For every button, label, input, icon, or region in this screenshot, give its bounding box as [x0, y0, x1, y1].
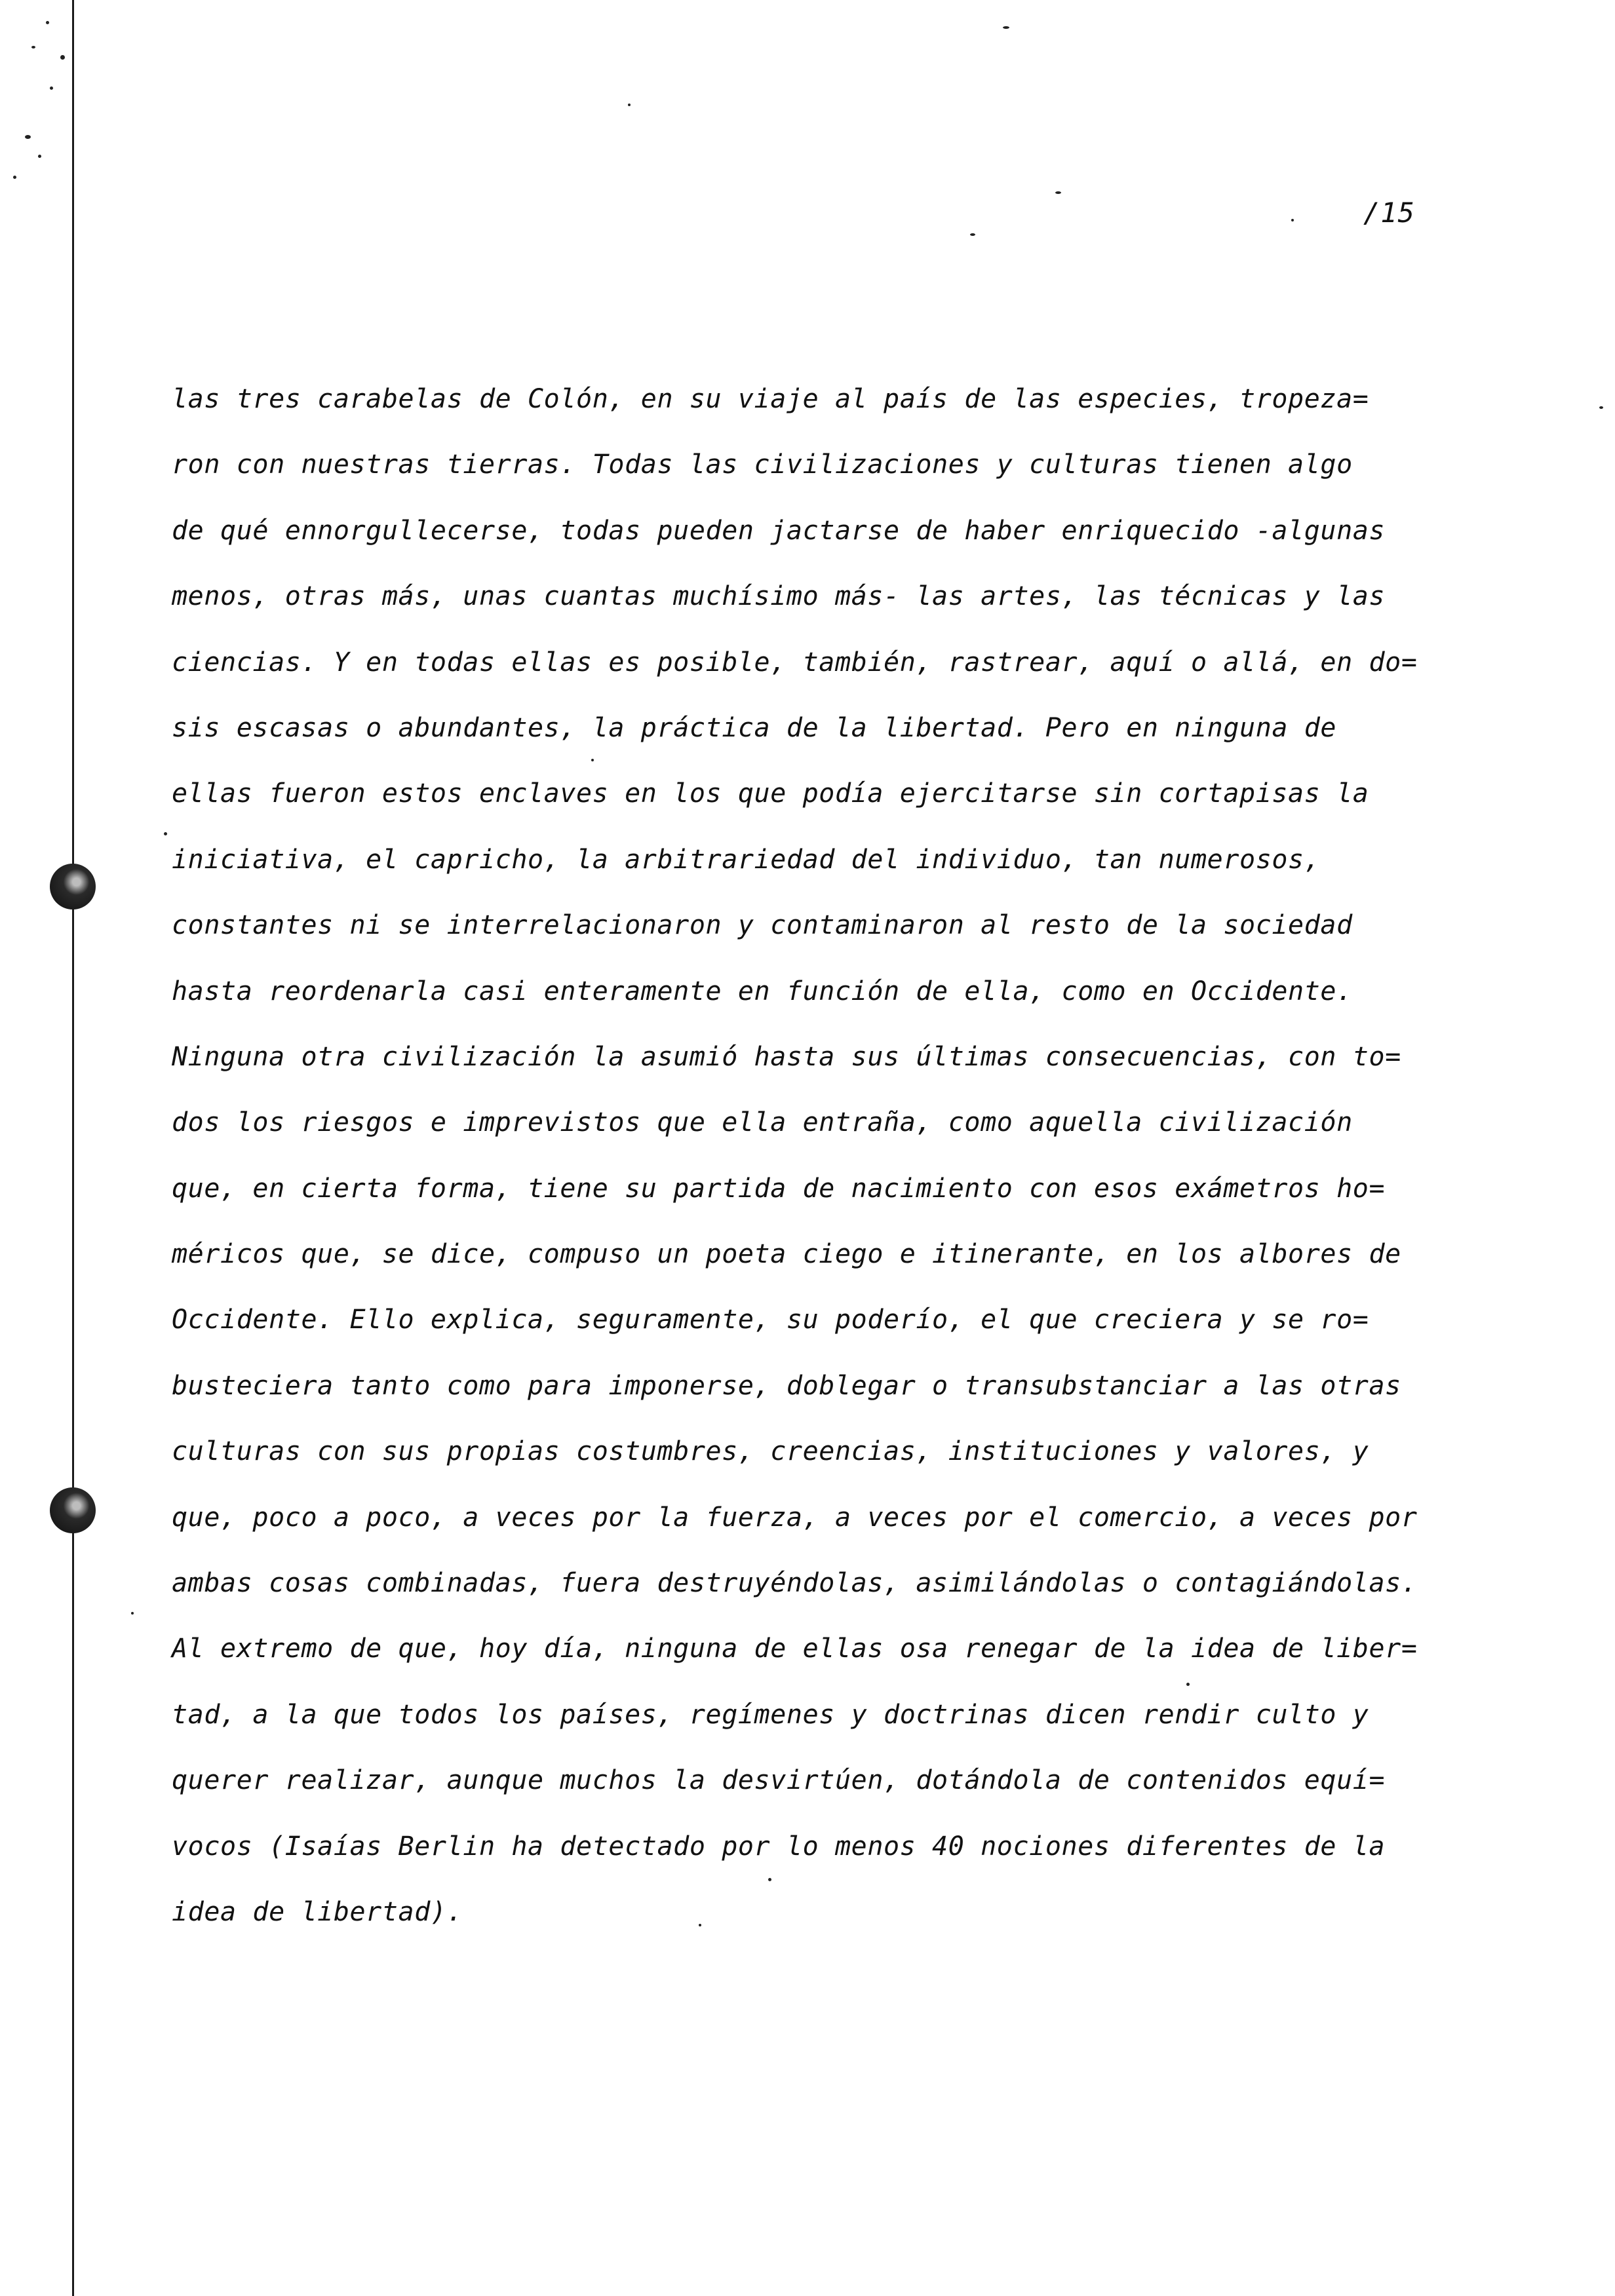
- text-line: las tres carabelas de Colón, en su viaje al país de las especies, tropeza=: [172, 384, 1369, 414]
- punch-hole: [50, 1487, 96, 1533]
- scan-speck: [1055, 191, 1061, 194]
- text-line: que, en cierta forma, tiene su partida de nacimiento con esos exámetros ho=: [172, 1173, 1386, 1204]
- text-line: dos los riesgos e imprevistos que ella entraña, como aquella civilización: [172, 1107, 1353, 1138]
- text-line: Occidente. Ello explica, seguramente, su poderío, el que creciera y se ro=: [172, 1305, 1369, 1335]
- scan-speck: [38, 155, 41, 158]
- page-number: /15: [1363, 197, 1415, 229]
- left-margin-line: [72, 0, 74, 2296]
- scan-speck: [46, 21, 49, 24]
- text-line: sis escasas o abundantes, la práctica de la libertad. Pero en ninguna de: [172, 712, 1337, 743]
- body-text: [172, 383, 1483, 1961]
- text-line: ron con nuestras tierras. Todas las civilizaciones y culturas tienen algo: [172, 450, 1353, 480]
- scan-speck: [1599, 406, 1603, 409]
- text-line: hasta reordenarla casi enteramente en función de ella, como en Occidente.: [172, 976, 1353, 1006]
- text-line: culturas con sus propias costumbres, creencias, instituciones y valores, y: [172, 1436, 1369, 1467]
- text-line: ellas fueron estos enclaves en los que podía ejercitarse sin cortapisas la: [172, 778, 1369, 809]
- text-line: Al extremo de que, hoy día, ninguna de ellas osa renegar de la idea de liber=: [172, 1634, 1418, 1664]
- scan-speck: [13, 176, 16, 179]
- scan-speck: [1003, 26, 1009, 29]
- text-line: méricos que, se dice, compuso un poeta ciego e itinerante, en los albores de: [172, 1239, 1401, 1270]
- scan-speck: [60, 55, 65, 60]
- text-line: ambas cosas combinadas, fuera destruyéndolas, asimilándolas o contagiándolas.: [172, 1568, 1418, 1599]
- text-line: querer realizar, aunque muchos la desvirtúen, dotándola de contenidos equí=: [172, 1765, 1386, 1796]
- text-line: busteciera tanto como para imponerse, doblegar o transubstanciar a las otras: [172, 1370, 1401, 1401]
- text-line: tad, a la que todos los países, regímenes y doctrinas dicen rendir culto y: [172, 1699, 1369, 1730]
- scan-speck: [628, 104, 631, 106]
- text-line: idea de libertad).: [172, 1896, 463, 1927]
- scan-speck: [1291, 219, 1294, 221]
- text-line: menos, otras más, unas cuantas muchísimo más- las artes, las técnicas y las: [172, 581, 1386, 612]
- scan-speck: [970, 233, 975, 236]
- text-line: constantes ni se interrelacionaron y contaminaron al resto de la sociedad: [172, 910, 1353, 941]
- text-line: de qué ennorgullecerse, todas pueden jactarse de haber enriquecido -algunas: [172, 515, 1386, 546]
- scan-speck: [31, 46, 35, 48]
- scan-speck: [25, 135, 31, 139]
- scan-speck: [50, 86, 53, 90]
- text-line: que, poco a poco, a veces por la fuerza, a veces por el comercio, a veces por: [172, 1502, 1418, 1533]
- text-line: iniciativa, el capricho, la arbitrariedad del individuo, tan numerosos,: [172, 844, 1321, 875]
- scan-speck: [131, 1612, 134, 1615]
- text-line: vocos (Isaías Berlin ha detectado por lo menos 40 nociones diferentes de la: [172, 1831, 1386, 1862]
- text-line: ciencias. Y en todas ellas es posible, también, rastrear, aquí o allá, en do=: [172, 647, 1418, 678]
- punch-hole: [50, 864, 96, 909]
- text-line: Ninguna otra civilización la asumió hasta sus últimas consecuencias, con to=: [172, 1041, 1401, 1072]
- scan-speck: [164, 832, 167, 835]
